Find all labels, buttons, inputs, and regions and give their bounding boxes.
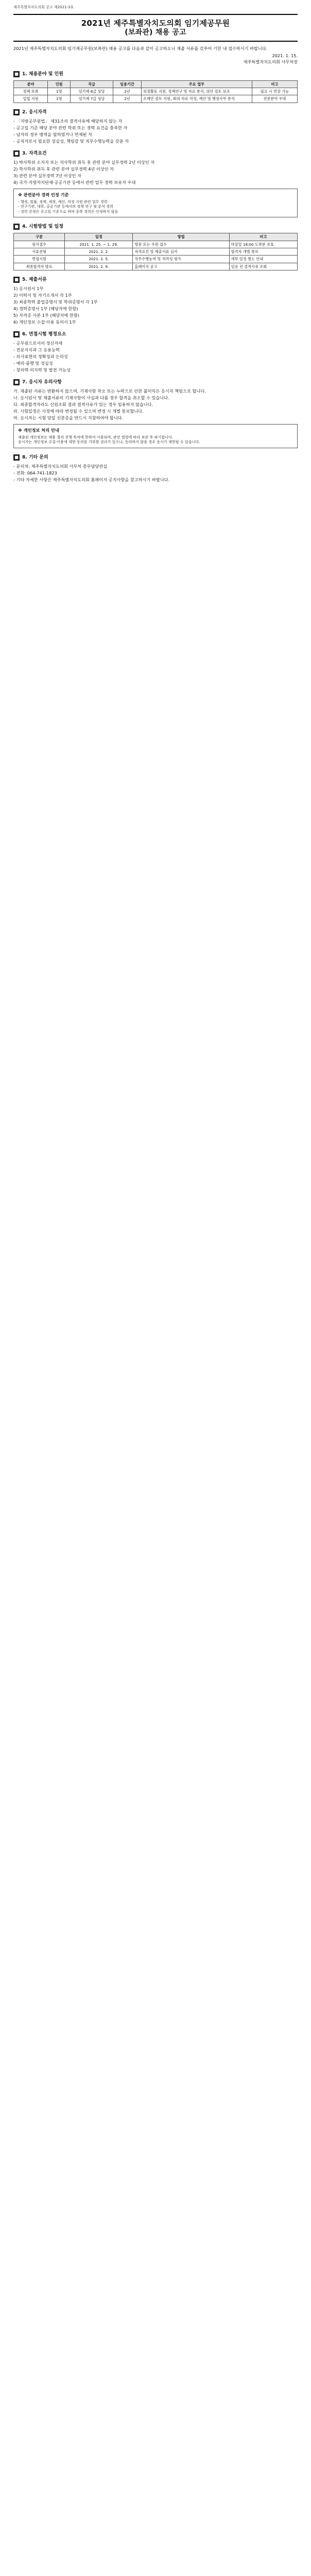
schedule-cell: 2021. 1. 25. ~ 1. 29.	[65, 241, 133, 248]
schedule-header-cell: 구분	[14, 233, 65, 241]
document-title-line-1: 2021년 제주특별자치도의회 임기제공무원	[81, 19, 230, 28]
schedule-cell: 자격요건 및 제출서류 심사	[133, 248, 229, 255]
section-recruitment-heading	[13, 71, 298, 77]
list-item: - 공고일 기준 해당 분야 관련 학위 또는 경력 요건을 충족한 자	[13, 125, 128, 130]
recruitment-cell: 조례안 검토 지원, 회의 자료 작성, 예산 및 행정사무 분석	[141, 95, 252, 103]
issue-date: 2021. 1. 15.	[272, 53, 298, 58]
recruitment-cell: 의정활동 지원, 정책연구 및 자료 분석, 의안 검토 보조	[141, 88, 252, 95]
recruitment-header-cell: 임용기간	[113, 80, 141, 88]
list-item: - 기타 자세한 사항은 제주특별자치도의회 홈페이지 공지사항을 참고하시기 바랍니다.	[13, 477, 170, 482]
schedule-table	[13, 233, 298, 270]
privacy-notice-title: ※ 개인정보 처리 안내	[18, 427, 59, 433]
title-block	[13, 14, 298, 41]
qualification-list	[13, 118, 298, 144]
schedule-cell: 최종합격자 발표	[14, 263, 65, 270]
section-schedule-heading	[13, 224, 298, 230]
section-marker-icon: ■	[13, 109, 20, 115]
section-qualification-title: 2. 응시자격	[22, 109, 47, 115]
schedule-cell: 세부 일정 별도 안내	[229, 256, 297, 263]
document-title-line-2: (보좌관) 채용 공고	[125, 28, 186, 37]
schedule-cell: 원서접수	[14, 241, 65, 248]
career-criteria-line: - 연구기관, 대학, 공공기관 등에서의 정책 연구 및 분석 경력	[18, 204, 113, 209]
list-item: - 의사표현의 정확성과 논리성	[13, 353, 68, 359]
list-item: 2) 학사학위 취득 후 관련 분야 실무경력 4년 이상인 자	[13, 166, 114, 172]
list-item: 4) 국가·지방자치단체·공공기관 등에서 관련 업무 경력 보유자 우대	[13, 179, 136, 185]
intro-text: 2021년 제주특별자치도의회 임기제공무원(보좌관) 채용 공고를 다음과 같이 공고하오니 제출 서류를 갖추어 기한 내 접수하시기 바랍니다.	[13, 45, 268, 51]
list-item: 3) 관련 분야 실무경력 7년 이상인 자	[13, 173, 82, 178]
recruitment-header-cell: 인원	[48, 80, 71, 88]
section-precautions-title: 7. 응시자 유의사항	[22, 379, 62, 385]
privacy-notice-box	[13, 424, 298, 448]
schedule-cell: 면접시험	[14, 256, 65, 263]
recruitment-table-row	[14, 88, 298, 95]
recruitment-header-cell: 주요 업무	[141, 80, 252, 88]
recruitment-table-header-row	[14, 80, 298, 88]
section-recruitment-title: 1. 채용분야 및 인원	[22, 71, 63, 77]
list-item: 1) 박사학위 소지자 또는 석사학위 취득 후 관련 분야 실무경력 2년 이상인 자	[13, 159, 155, 165]
list-item: 6) 개인정보 수집·이용 동의서 1부	[13, 319, 76, 325]
list-item: 라. 시험일정은 사정에 따라 변경될 수 있으며 변경 시 개별 통보합니다.	[13, 408, 144, 414]
section-evaluation-title: 6. 면접시험 평정요소	[22, 331, 66, 337]
recruitment-cell: 1명	[48, 95, 71, 103]
recruitment-cell: 임기제 6급 상당	[71, 88, 113, 95]
section-marker-icon: ■	[13, 331, 20, 337]
recruitment-cell: 임기제 7급 상당	[71, 95, 113, 103]
section-qualification-heading	[13, 109, 298, 115]
section-evaluation-heading	[13, 331, 298, 337]
document-number: 제주특별자치도의회 공고 제2021-3호	[13, 5, 74, 9]
schedule-header-cell: 일정	[65, 233, 133, 241]
requirements-list	[13, 160, 298, 185]
section-documents-heading	[13, 277, 298, 283]
schedule-cell: 방문 또는 우편 접수	[133, 241, 229, 248]
contact-list	[13, 464, 298, 483]
career-criteria-title: ※ 관련분야 경력 인정 기준	[18, 192, 69, 197]
list-item: 가. 제출된 서류는 반환하지 않으며, 기재사항 착오 또는 누락으로 인한 불이익은 응시자 책임으로 합니다.	[13, 388, 206, 394]
precautions-list	[13, 388, 298, 421]
recruitment-cell: 입법 지원	[14, 95, 48, 103]
section-requirements-title: 3. 자격요건	[22, 150, 47, 156]
list-item: 3) 최종학력 졸업증명서 및 학위증명서 각 1부	[13, 299, 98, 305]
career-criteria-line: - 경력 산정은 공고일 기준으로 하며 중복 경력은 인정하지 않음	[18, 209, 118, 214]
schedule-row	[14, 248, 298, 255]
section-requirements-heading	[13, 150, 298, 157]
section-documents-title: 5. 제출서류	[22, 277, 47, 282]
schedule-row	[14, 263, 298, 270]
section-precautions-heading	[13, 379, 298, 385]
section-marker-icon: ■	[13, 454, 20, 461]
schedule-cell: 직무수행능력 및 적격성 평가	[133, 256, 229, 263]
section-marker-icon: ■	[13, 277, 20, 283]
list-item: - 「지방공무원법」 제31조의 결격사유에 해당하지 않는 자	[13, 118, 123, 124]
list-item: - 공직자로서 필요한 성실성, 책임감 및 직무수행능력을 갖춘 자	[13, 138, 129, 144]
list-item: - 남자의 경우 병역을 필하였거나 면제된 자	[13, 131, 93, 137]
recruitment-cell: 전문분야 우대	[252, 95, 297, 103]
schedule-row	[14, 256, 298, 263]
schedule-row	[14, 241, 298, 248]
recruitment-header-cell: 비고	[252, 80, 297, 88]
schedule-header-cell: 비고	[229, 233, 297, 241]
schedule-cell: 임용 전 결격사유 조회	[229, 263, 297, 270]
recruitment-cell: 1명	[48, 88, 71, 95]
list-item: - 전화: 064-741-1823	[13, 470, 57, 476]
schedule-cell: 합격자 개별 통보	[229, 248, 297, 255]
list-item: - 문의처: 제주특별자치도의회 사무처 총무담당관실	[13, 463, 108, 469]
list-item: 나. 응시원서 및 제출서류의 기재사항이 사실과 다를 경우 합격을 취소할 수 있습니다.	[13, 395, 169, 400]
schedule-cell: 마감일 18:00 도착분 유효	[229, 241, 297, 248]
recruitment-cell: 필요 시 연장 가능	[252, 88, 297, 95]
list-item: 다. 최종합격자라도 신원조회 결과 결격사유가 있는 경우 임용하지 않습니다.	[13, 401, 153, 407]
list-item: 4) 경력증명서 1부 (해당자에 한함)	[13, 306, 78, 311]
list-item: 1) 응시원서 1부	[13, 286, 44, 292]
recruitment-cell: 정책 보좌	[14, 88, 48, 95]
list-item: 마. 응시자는 시험 당일 신분증을 반드시 지참하여야 합니다.	[13, 415, 124, 420]
section-marker-icon: ■	[13, 150, 20, 157]
career-criteria-box	[13, 189, 298, 217]
list-item: 5) 자격증 사본 1부 (해당자에 한함)	[13, 312, 79, 318]
recruitment-table	[13, 80, 298, 103]
schedule-cell: 2021. 2. 9.	[65, 263, 133, 270]
list-item: - 예의·품행 및 성실성	[13, 360, 53, 366]
schedule-header-row	[14, 233, 298, 241]
list-item: - 창의력·의지력 및 발전 가능성	[13, 367, 71, 372]
issuer-name: 제주특별자치도의회 사무처장	[243, 59, 298, 64]
recruitment-table-row	[14, 95, 298, 103]
schedule-cell: 서류전형	[14, 248, 65, 255]
list-item: - 전문지식과 그 응용능력	[13, 347, 60, 352]
schedule-cell: 2021. 2. 2.	[65, 248, 133, 255]
schedule-header-cell: 방법	[133, 233, 229, 241]
privacy-notice-line: 제출된 개인정보는 채용 절차 진행 목적에 한하여 이용되며, 관련 법령에 따라 보관 후 파기합니다.	[18, 434, 174, 439]
section-contact-heading	[13, 454, 298, 461]
section-marker-icon: ■	[13, 71, 20, 77]
career-criteria-line: - 행정, 법률, 정책, 재정, 예산, 의정 지원 관련 업무 경력	[18, 199, 108, 204]
recruitment-cell: 2년	[113, 95, 141, 103]
schedule-cell: 홈페이지 공고	[133, 263, 229, 270]
section-marker-icon: ■	[13, 379, 20, 385]
recruitment-cell: 2년	[113, 88, 141, 95]
recruitment-header-cell: 직급	[71, 80, 113, 88]
evaluation-list	[13, 341, 298, 373]
section-schedule-title: 4. 시험방법 및 일정	[22, 224, 63, 230]
recruitment-header-cell: 분야	[14, 80, 48, 88]
section-marker-icon: ■	[13, 224, 20, 230]
privacy-notice-line: 응시자는 개인정보 수집·이용에 대한 동의를 거부할 권리가 있으나, 동의하지 않을 경우 응시가 제한될 수 있습니다.	[18, 439, 200, 445]
documents-list	[13, 286, 298, 325]
list-item: 2) 이력서 및 자기소개서 각 1부	[13, 293, 72, 298]
schedule-cell: 2021. 2. 5.	[65, 256, 133, 263]
list-item: - 공무원으로서의 정신자세	[13, 341, 63, 346]
section-contact-title: 8. 기타 문의	[22, 454, 48, 460]
